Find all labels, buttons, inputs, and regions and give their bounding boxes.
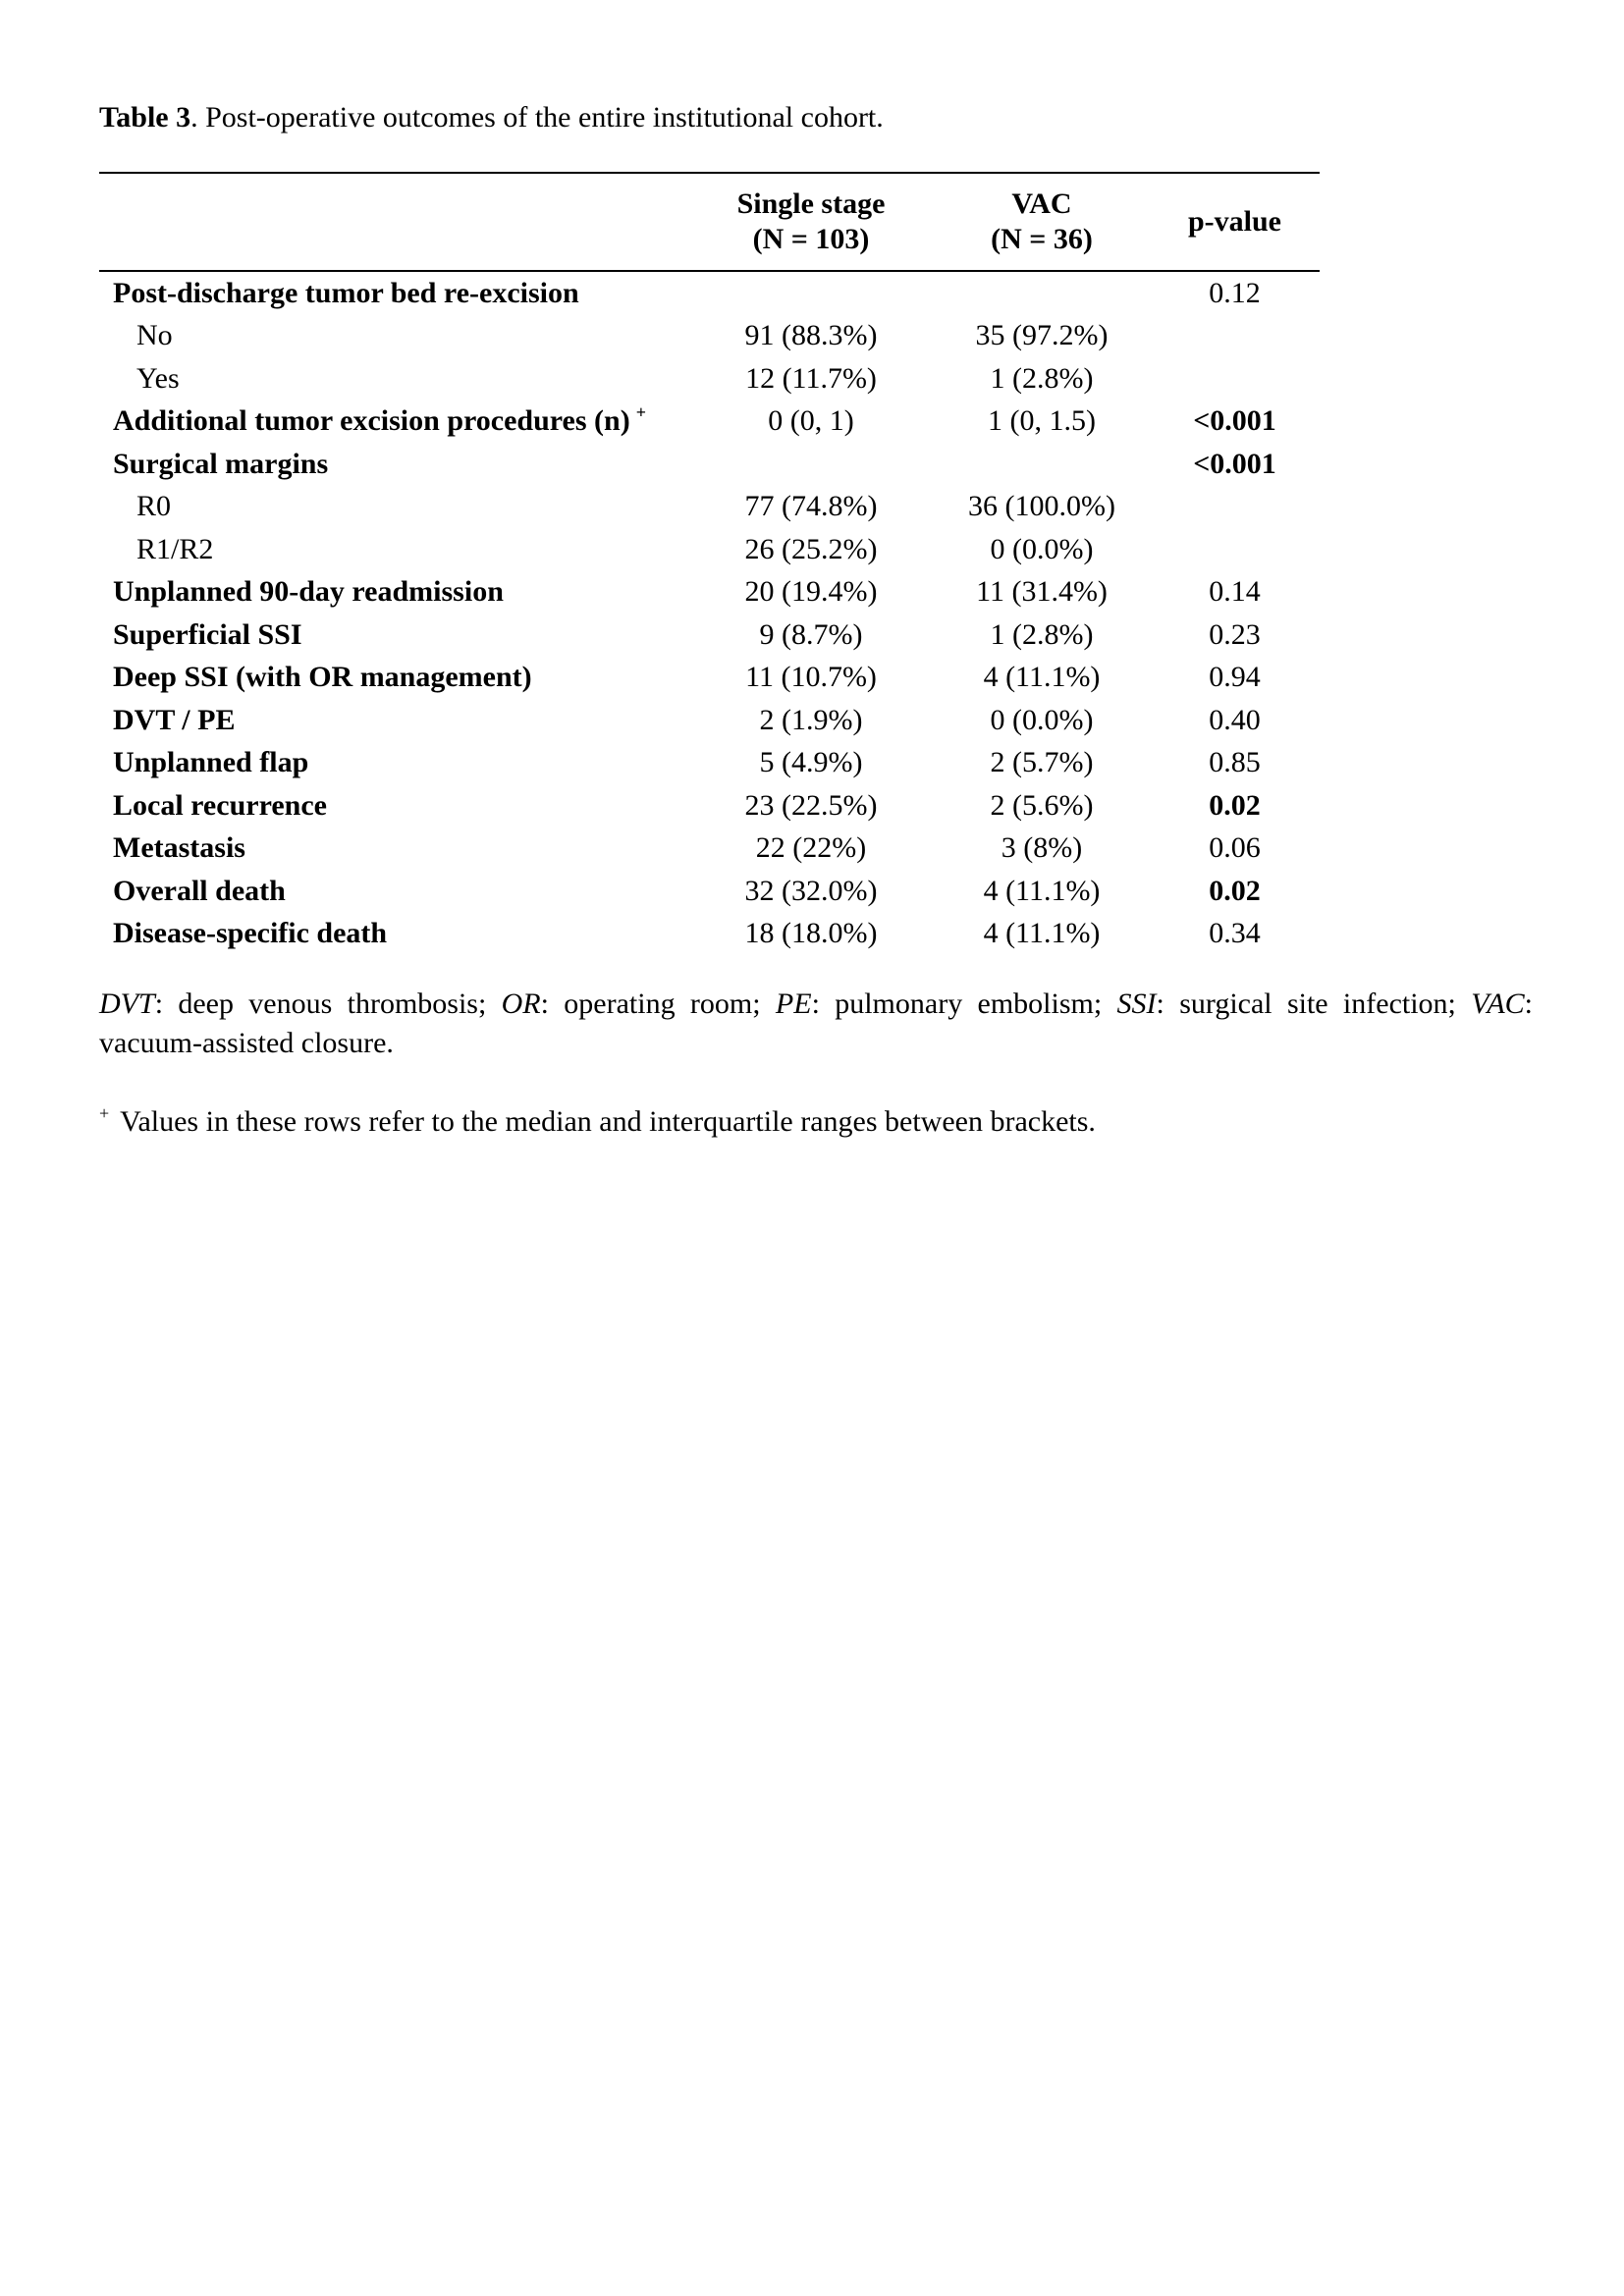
p-value	[1150, 528, 1320, 571]
row-label: Overall death	[113, 874, 286, 907]
vac-value: 36 (100.0%)	[968, 490, 1115, 523]
median-marker: +	[635, 402, 646, 423]
table-row	[99, 486, 1320, 529]
header-single-line2: (N = 103)	[752, 223, 870, 255]
table-row	[99, 443, 1320, 486]
row-label: DVT / PE	[113, 703, 236, 736]
header-vac-line1: VAC	[1011, 187, 1072, 220]
single-stage-value	[688, 443, 934, 486]
single-stage-value	[688, 271, 934, 315]
p-value: 0.12	[1209, 276, 1261, 309]
single-stage-value: 77 (74.8%)	[744, 490, 878, 523]
single-stage-value: 18 (18.0%)	[744, 917, 878, 950]
single-stage-value: 22 (22%)	[755, 831, 867, 865]
row-label: Disease-specific death	[113, 917, 388, 950]
p-value: 0.02	[1209, 788, 1261, 822]
single-stage-value: 11 (10.7%)	[745, 661, 877, 694]
header-label-cell	[99, 173, 688, 271]
table-row	[99, 528, 1320, 571]
p-value: 0.34	[1209, 917, 1261, 950]
caption-text: . Post-operative outcomes of the entire institutional cohort.	[190, 101, 884, 133]
abbr-def: : operating room;	[540, 988, 776, 1020]
row-label: Unplanned 90-day readmission	[113, 575, 504, 609]
header-row	[99, 173, 1320, 271]
single-stage-value: 23 (22.5%)	[744, 788, 878, 822]
table-row	[99, 870, 1320, 913]
abbr-term: VAC	[1471, 988, 1525, 1020]
vac-value: 2 (5.6%)	[990, 788, 1094, 822]
abbr-def: : surgical site infection;	[1156, 988, 1472, 1020]
abbr-term: OR	[501, 988, 541, 1020]
single-stage-value: 32 (32.0%)	[744, 874, 878, 907]
table-row	[99, 699, 1320, 742]
single-stage-value: 2 (1.9%)	[759, 703, 863, 736]
abbr-term: SSI	[1116, 988, 1157, 1020]
table-caption	[99, 98, 884, 137]
row-label: Local recurrence	[113, 788, 327, 822]
abbr-term: DVT	[99, 988, 155, 1020]
single-stage-value: 0 (0, 1)	[768, 404, 854, 438]
vac-value: 1 (0, 1.5)	[988, 404, 1096, 438]
vac-value	[934, 271, 1150, 315]
header-vac	[934, 173, 1150, 271]
table-row	[99, 657, 1320, 700]
vac-value: 1 (2.8%)	[990, 617, 1094, 651]
table-row	[99, 742, 1320, 785]
header-vac-line2: (N = 36)	[991, 223, 1093, 255]
row-label: Surgical margins	[113, 447, 329, 480]
row-label-cell	[99, 400, 688, 444]
single-stage-value: 26 (25.2%)	[744, 532, 878, 565]
outcomes-table	[99, 172, 1320, 955]
row-label: Yes	[136, 361, 180, 395]
vac-value: 35 (97.2%)	[975, 319, 1109, 352]
vac-value: 11 (31.4%)	[976, 575, 1108, 609]
p-value: 0.14	[1209, 575, 1261, 609]
vac-value: 4 (11.1%)	[983, 661, 1101, 694]
vac-value: 0 (0.0%)	[990, 703, 1094, 736]
p-value: <0.001	[1193, 404, 1276, 438]
table-row	[99, 913, 1320, 956]
table-row	[99, 614, 1320, 657]
row-label: Unplanned flap	[113, 746, 309, 779]
abbr-term: PE	[775, 988, 812, 1020]
single-stage-value: 20 (19.4%)	[744, 575, 878, 609]
header-single-line1: Single stage	[736, 187, 886, 220]
table-row	[99, 828, 1320, 871]
row-label: Deep SSI (with OR management)	[113, 661, 532, 694]
single-stage-value: 91 (88.3%)	[744, 319, 878, 352]
vac-value: 1 (2.8%)	[990, 361, 1094, 395]
table-row	[99, 271, 1320, 315]
p-value: 0.02	[1209, 874, 1261, 907]
p-value: 0.06	[1209, 831, 1261, 865]
table-row	[99, 357, 1320, 400]
vac-value: 0 (0.0%)	[990, 532, 1094, 565]
table-row	[99, 571, 1320, 614]
single-stage-value: 5 (4.9%)	[759, 746, 863, 779]
single-stage-value: 9 (8.7%)	[759, 617, 863, 651]
row-label: Superficial SSI	[113, 617, 302, 651]
p-value: 0.23	[1209, 617, 1261, 651]
table-header	[99, 173, 1320, 271]
median-footnote	[99, 1102, 1096, 1142]
row-label: Metastasis	[113, 831, 245, 865]
vac-value: 3 (8%)	[1001, 831, 1083, 865]
row-label: Post-discharge tumor bed re-excision	[113, 276, 579, 309]
footnote-marker: +	[99, 1103, 110, 1123]
p-value: <0.001	[1193, 447, 1276, 480]
header-single-stage	[688, 173, 934, 271]
table-row	[99, 315, 1320, 358]
vac-value: 4 (11.1%)	[983, 917, 1101, 950]
p-value	[1150, 357, 1320, 400]
vac-value: 4 (11.1%)	[983, 874, 1101, 907]
p-value: 0.94	[1209, 661, 1261, 694]
single-stage-value: 12 (11.7%)	[745, 361, 877, 395]
table-body	[99, 271, 1320, 955]
p-value: 0.40	[1209, 703, 1261, 736]
row-label: R1/R2	[136, 532, 214, 565]
table-row	[99, 784, 1320, 828]
p-value	[1150, 486, 1320, 529]
footnote-text: Values in these rows refer to the median and interquartile ranges between brackets.	[120, 1105, 1096, 1138]
row-label: Additional tumor excision procedures (n)	[113, 404, 630, 438]
table-row	[99, 400, 1320, 444]
vac-value: 2 (5.7%)	[990, 746, 1094, 779]
row-label: R0	[136, 490, 172, 523]
p-value	[1150, 315, 1320, 358]
abbr-def: : deep venous thrombosis;	[154, 988, 502, 1020]
header-pvalue: p-value	[1187, 205, 1281, 238]
abbr-def: : pulmonary embolism;	[811, 988, 1117, 1020]
abbreviations-footnote	[99, 985, 1533, 1063]
row-label: No	[136, 319, 173, 352]
p-value: 0.85	[1209, 746, 1261, 779]
vac-value	[934, 443, 1150, 486]
abbr-def: : vacuum-assisted closure.	[99, 988, 1533, 1059]
table-label: Table 3	[99, 101, 191, 133]
